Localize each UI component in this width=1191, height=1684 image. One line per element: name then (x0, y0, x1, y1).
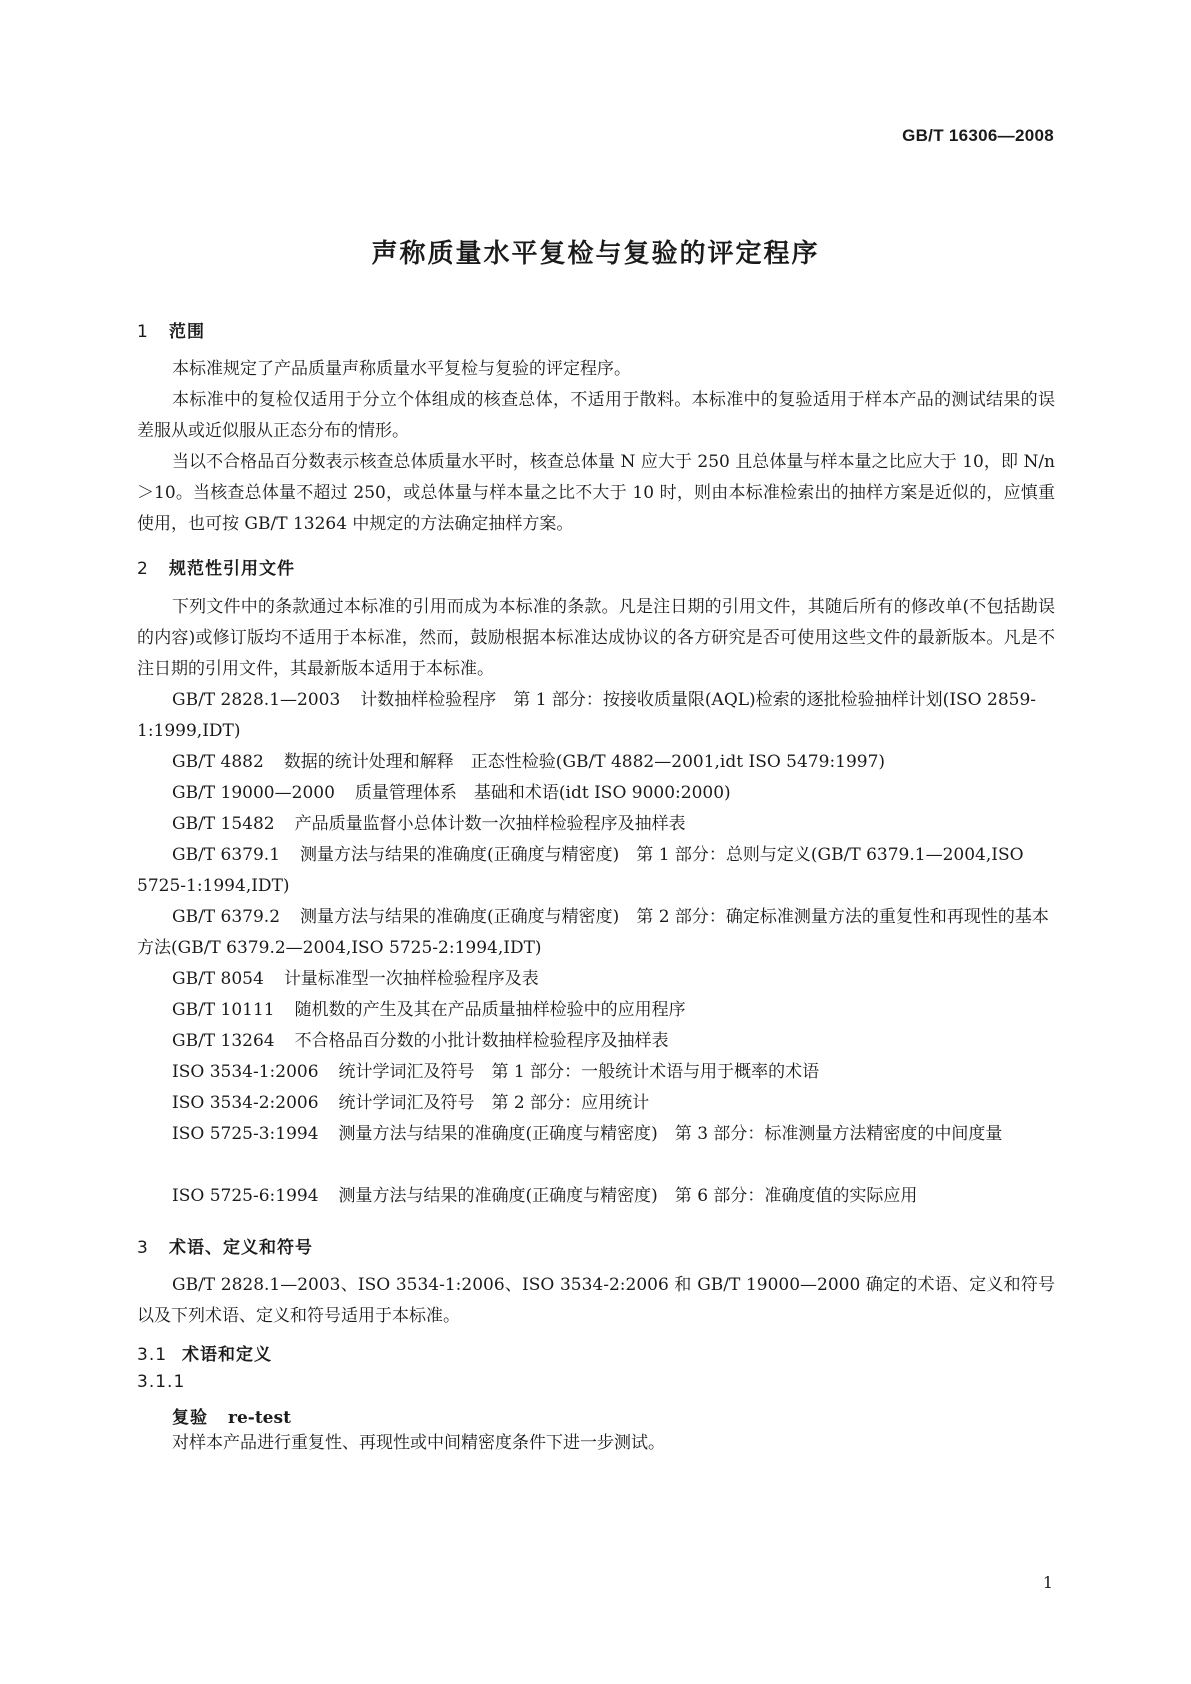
reference-code: GB/T 6379.1 (172, 845, 281, 865)
reference-code: GB/T 15482 (172, 814, 275, 834)
reference-title: 统计学词汇及符号 第 2 部分：应用统计 (338, 1093, 650, 1113)
reference-item (137, 1088, 1055, 1119)
section-title: 范围 (169, 322, 205, 342)
reference-code: ISO 3534-1:2006 (172, 1062, 319, 1082)
reference-code: ISO 5725-3:1994 (172, 1124, 319, 1144)
paragraph: GB/T 2828.1—2003、ISO 3534-1:2006、ISO 3534-2:2006 和 GB/T 19000—2000 确定的术语、定义和符号以及下列术语、定义和符号适用于本标准。 (137, 1275, 1055, 1326)
section-number: 2 (137, 559, 149, 579)
subsection-heading (137, 1340, 272, 1365)
section-3-heading (137, 1233, 313, 1258)
reference-title: 产品质量监督小总体计数一次抽样检验程序及抽样表 (294, 814, 686, 834)
reference-title: 计数抽样检验程序 第 1 部分：按接收质量限(AQL)检索的逐批检验抽样计划(ISO 2859-1:1999,IDT) (137, 690, 1037, 741)
document-title: 声称质量水平复检与复验的评定程序 (371, 239, 820, 269)
reference-title: 测量方法与结果的准确度(正确度与精密度) 第 2 部分：确定标准测量方法的重复性和再现性的基本方法(GB/T 6379.2—2004,ISO 5725-2:1994,IDT) (137, 907, 1049, 958)
reference-item (137, 964, 1055, 995)
section-number: 3 (137, 1238, 149, 1258)
reference-item (137, 995, 1055, 1026)
reference-code: GB/T 8054 (172, 969, 264, 989)
term-number: 3.1.1 (137, 1372, 186, 1392)
reference-code: GB/T 4882 (172, 752, 264, 772)
reference-item (137, 685, 1055, 747)
reference-title: 测量方法与结果的准确度(正确度与精密度) 第 1 部分：总则与定义(GB/T 6379.1—2004,ISO 5725-1:1994,IDT) (137, 845, 1024, 896)
paragraph: 下列文件中的条款通过本标准的引用而成为本标准的条款。凡是注日期的引用文件，其随后所有的修改单(不包括勘误的内容)或修订版均不适用于本标准，然而，鼓励根据本标准达成协议的各方研究是否可使用这些文件的最新版本。凡是不注日期的引用文件，其最新版本适用于本标准。 (137, 597, 1055, 679)
reference-title: 测量方法与结果的准确度(正确度与精密度) 第 6 部分：准确度值的实际应用 (338, 1186, 918, 1206)
reference-code: GB/T 10111 (172, 1000, 275, 1020)
subsection-title: 术语和定义 (182, 1345, 272, 1365)
reference-item (137, 1181, 1055, 1212)
reference-item (137, 809, 1055, 840)
reference-title: 质量管理体系 基础和术语(idt ISO 9000:2000) (354, 783, 731, 803)
paragraph: 本标准中的复检仅适用于分立个体组成的核查总体，不适用于散料。本标准中的复验适用于样本产品的测试结果的误差服从或近似服从正态分布的情形。 (137, 390, 1055, 441)
reference-code: ISO 5725-6:1994 (172, 1186, 319, 1206)
section-1-heading (137, 317, 205, 342)
term-english: re-test (228, 1408, 291, 1428)
reference-code: GB/T 2828.1—2003 (172, 690, 341, 710)
reference-code: GB/T 13264 (172, 1031, 275, 1051)
reference-item (137, 840, 1055, 902)
paragraph: 本标准规定了产品质量声称质量水平复检与复验的评定程序。 (172, 359, 631, 379)
reference-title: 随机数的产生及其在产品质量抽样检验中的应用程序 (294, 1000, 686, 1020)
reference-title: 不合格品百分数的小批计数抽样检验程序及抽样表 (294, 1031, 669, 1051)
term-definition: 对样本产品进行重复性、再现性或中间精密度条件下进一步测试。 (172, 1433, 665, 1453)
term-entry (172, 1403, 291, 1428)
reference-title: 统计学词汇及符号 第 1 部分：一般统计术语与用于概率的术语 (338, 1062, 820, 1082)
reference-code: ISO 3534-2:2006 (172, 1093, 319, 1113)
paragraph: 当以不合格品百分数表示核查总体质量水平时，核查总体量 N 应大于 250 且总体量与样本量之比应大于 10，即 N/n＞10。当核查总体量不超过 250，或总体量与样本量之比不大于 10 时，则由本标准检索出的抽样方案是近似的，应慎重使用，也可按 GB/T 13264 中规定的方法确定抽样方案。 (137, 452, 1055, 534)
reference-code: GB/T 6379.2 (172, 907, 281, 927)
reference-item (137, 778, 1055, 809)
section-title: 术语、定义和符号 (169, 1238, 313, 1258)
reference-title: 计量标准型一次抽样检验程序及表 (283, 969, 539, 989)
reference-item (137, 1119, 1055, 1150)
subsection-number: 3.1 (137, 1345, 168, 1365)
term-chinese: 复验 (172, 1408, 208, 1428)
reference-title: 测量方法与结果的准确度(正确度与精密度) 第 3 部分：标准测量方法精密度的中间度量 (338, 1124, 1003, 1144)
section-title: 规范性引用文件 (169, 559, 295, 579)
section-2-heading (137, 554, 295, 579)
reference-code: GB/T 19000—2000 (172, 783, 335, 803)
reference-title: 数据的统计处理和解释 正态性检验(GB/T 4882—2001,idt ISO 5479:1997) (283, 752, 886, 772)
page-number: 1 (1042, 1573, 1053, 1592)
reference-item (137, 747, 1055, 778)
reference-item (137, 1026, 1055, 1057)
standard-code: GB/T 16306—2008 (902, 126, 1054, 145)
reference-item (137, 902, 1055, 964)
section-number: 1 (137, 322, 149, 342)
reference-item (137, 1057, 1055, 1088)
